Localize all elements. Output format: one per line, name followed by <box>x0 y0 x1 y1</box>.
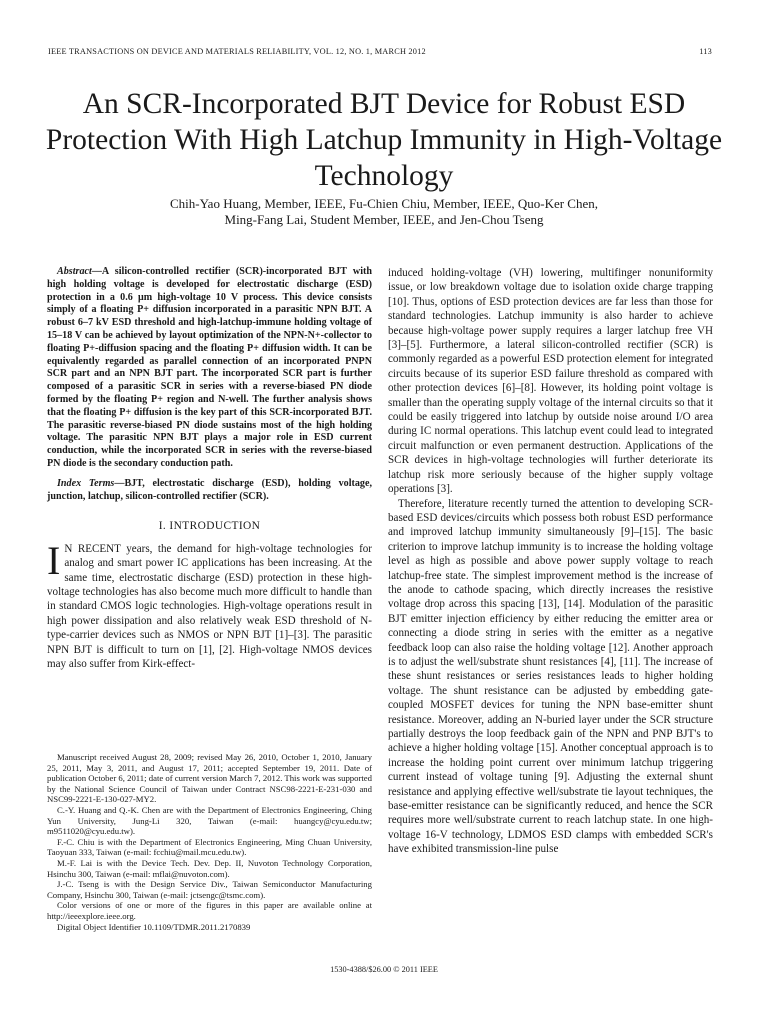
index-terms-label: Index Terms <box>57 477 115 489</box>
intro-text: N RECENT years, the demand for high-voltage technologies for analog and smart power IC applications has been increasing. At the same time, electrostatic discharge (ESD) protection in these high-voltage technologies has also become much more difficult to handle than in standard CMOS logic technologies. High-voltage operations result in high power dissipation and also relatively weak ESD threshold of N-type-carrier devices such as NMOS or NPN BJT [1]–[3]. The parasitic NPN BJT is difficult to turn on [1], [2]. High-voltage NMOS devices may also suffer from Kirk-effect- <box>47 542 372 670</box>
drop-cap: I <box>47 537 61 583</box>
footnote-doi: Digital Object Identifier 10.1109/TDMR.2011.2170839 <box>57 921 251 932</box>
footnote-affiliation-4: J.-C. Tseng is with the Design Service Div., Taiwan Semiconductor Manufacturing Company, Hsinchu 300, Taiwan (e-mail: jctsengc@tsmc.com). <box>47 879 372 900</box>
footnote-color-versions: Color versions of one or more of the figures in this paper are available online at http://ieeexplore.ieee.org. <box>47 900 372 921</box>
intro-paragraph <box>47 537 372 672</box>
author-line-2: Ming-Fang Lai, Student Member, IEEE, and Jen-Chou Tseng <box>224 212 544 227</box>
author-list <box>60 196 708 228</box>
right-column <box>388 266 713 857</box>
left-column <box>47 266 372 671</box>
section-heading: I. INTRODUCTION <box>158 520 261 533</box>
paper-title: An SCR-Incorporated BJT Device for Robust ESD Protection With High Latchup Immunity in High-Voltage Technology <box>45 88 723 192</box>
abstract <box>47 266 372 471</box>
footnote-affiliation-1: C.-Y. Huang and Q.-K. Chen are with the Department of Electronics Engineering, Ching Yun University, Jung-Li 320, Taiwan (e-mail: huangcy@cyu.edu.tw; m9511020@cyu.edu.tw). <box>47 804 372 837</box>
journal-name: IEEE TRANSACTIONS ON DEVICE AND MATERIALS RELIABILITY, VOL. 12, NO. 1, MARCH 2012 <box>48 47 426 56</box>
copyright-footer: 1530-4388/$26.00 © 2011 IEEE <box>330 965 438 974</box>
footnote-block <box>47 752 372 932</box>
right-paragraph-1: induced holding-voltage (VH) lowering, multifinger nonuniformity issue, or low breakdown voltage due to isolation oxide charge trapping [10]. Thus, options of ESD protection devices are far less than those for standard technologies. Latchup immunity is also harder to achieve because high-voltage power supply requires a larger latchup free VH [3]–[5]. Furthermore, a lateral silicon-controlled rectifier (SCR) is commonly regarded as a powerful ESD protection element for integrated circuits because of its superior ESD failure threshold as compared with other protection devices [6]–[8]. However, its holding point voltage is smaller than the operating supply voltage of the internal circuits so that it could be easily triggered into latchup by outside noise around I/O area during IC normal operations. This latchup event could lead to integrated circuit malfunction or even permanent destruction. Applications of the SCR devices in high-voltage technologies will further deteriorate its latchup risk more seriously because of the higher supply voltage operations [3]. <box>388 267 713 496</box>
footnote-affiliation-3: M.-F. Lai is with the Device Tech. Dev. Dep. II, Nuvoton Technology Corporation, Hsinchu 300, Taiwan (e-mail: mflai@nuvoton.com). <box>47 857 372 879</box>
footnote-affiliation-2: F.-C. Chiu is with the Department of Electronics Engineering, Ming Chuan University, Taoyuan 333, Taiwan (e-mail: fcchiu@mail.mcu.edu.tw). <box>47 836 372 858</box>
index-terms <box>47 478 372 504</box>
index-terms-text: —BJT, electrostatic discharge (ESD), holding voltage, junction, latchup, silicon-controlled rectifier (SCR). <box>47 477 372 502</box>
running-header <box>48 47 712 56</box>
author-line-1: Chih-Yao Huang, Member, IEEE, Fu-Chien Chiu, Member, IEEE, Quo-Ker Chen, <box>169 196 598 211</box>
page-number: 113 <box>699 47 712 56</box>
abstract-label: Abstract <box>57 266 92 277</box>
footnote-manuscript: Manuscript received August 28, 2009; revised May 26, 2010, October 1, 2010, January 25, 2011, May 3, 2011, and August 17, 2011; accepted September 19, 2011. Date of publication October 6, 2011; date of current version March 7, 2012. This work was supported by the National Science Council of Taiwan under Contract NSC98-2221-E-231-030 and NSC99-2221-E-130-027-MY2. <box>47 752 372 805</box>
right-paragraph-2: Therefore, literature recently turned the attention to developing SCR-based ESD devices/circuits which possess both robust ESD performance and improved latchup immunity simultaneously [9]–[15]. The basic criterion to improve latchup immunity is to increase the holding voltage level as high as possible and above power supply voltage to reach latchup-free state. The simplest improvement method is the increase of the anode to cathode spacing, which directly increases the resistive voltage drop across this spacing [13], [14]. Modulation of the parasitic BJT emitter injection efficiency by either reducing the emitter area or connecting a diode string in series with the emitter as a negative feedback loop can also raise the holding voltage [12]. Another approach is to adjust the well/substrate shunt resistances [4], [11]. The increase of these shunt resistances or series resistances leads to higher holding voltage. The shunt resistance can be adjusted by embedding gate-coupled MOSFET devices for tuning the NPN base-emitter shunt resistance. Moreover, adding an N-buried layer under the SCR structure partially destroys the loop feedback gain of the NPN and PNP BJT's to achieve a higher holding voltage [15]. Another conceptual approach is to increase the holding point current over minimum latchup triggering current instead of voltage tuning [9]. Adjusting the external shunt resistance and applying effective well/substrate tie layout techniques, the base-emitter resistance can be significantly reduced, and hence the SCR requires more well/substrate current to reach latchup state. In one high-voltage 16-V technology, LDMOS ESD clamps with embedded SCR's have exhibited transmission-line pulse <box>388 497 713 856</box>
abstract-text: —A silicon-controlled rectifier (SCR)-incorporated BJT with high holding voltage is developed for electrostatic discharge (ESD) protection in a 0.6 μm high-voltage 10 V process. This device consists simply of a floating P+ diffusion incorporated in a parasitic NPN BJT. A robust 6–7 kV ESD threshold and high-latchup-immune holding voltage of 15–18 V can be achieved by layout optimization of the NPN-N+-collector to floating P+-diffusion spacing and the floating P+ diffusion width. It can be equivalently regarded as parallel connection of an incorporated PNPN SCR part and an NPN BJT part. The incorporated SCR part is further composed of a parasitic SCR in series with a reverse-biased PN diode formed by the floating P+ region and N-well. The further analysis shows that the floating P+ diffusion is the key part of this SCR-incorporated BJT. The parasitic reverse-biased PN diode sustains most of the high holding voltage. The parasitic NPN BJT plays a major role in ESD current conduction, while the incorporated SCR in series with the reverse-biased PN diode is the secondary conduction path. <box>47 266 372 469</box>
